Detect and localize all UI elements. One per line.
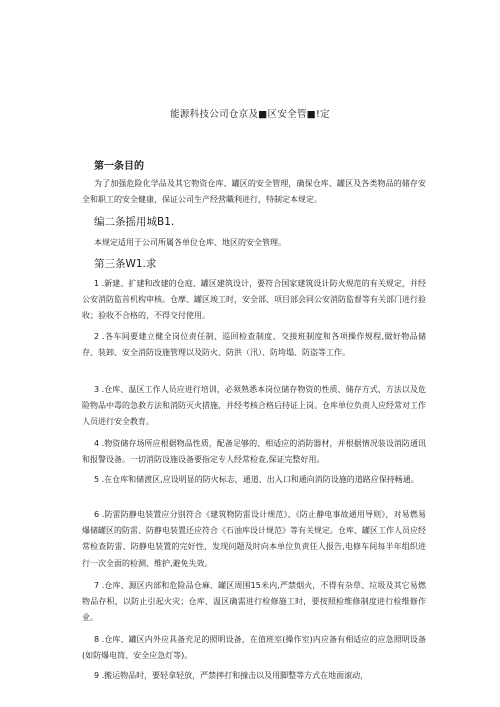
section-2-heading: 编二条摇用城B1.: [94, 216, 175, 228]
requirement-item-1: 1 .新建、扩建和改建的仓庭、罐区建筑设计，要符合国家建筑设计防火规范的有关规定，并经公安消防监首机构审核。仓摩、罐区竣工时，安全部、项目部会同公安消防监督等有关部门进行验收；验收不合格的，不得交付使用。: [82, 279, 426, 321]
page-title: 能源科技公司仓京及■区安全管■!定: [170, 109, 330, 120]
requirement-item-3: 3 .仓库、温区工作人员应进行培训，必须熟悉本岗位储存物资的性质、储存方式、方法以及危险物品中毒的急救方法和消防灭火措施，并经考核合格后持证上岗。仓库单位负责人应经常对工作人员进行安全教育。: [82, 385, 426, 427]
requirement-item-6: 6 .防雷防静电装置应分别符合《建筑物防雷设计规范》、《防止静电事故通用导则》，对易燃易爆储罐区的防雷、防静电装置还应符合《石油库设计规范》等有关规定。仓库、罐区工作人员应经常检查防雷、防静电装置的完好性，发现问题及时向本单位负责任人报告,电修车间每半年组织进行一次全面的检测、维护,避免失效。: [82, 510, 426, 568]
requirement-item-7: 7 .仓库、源区内部和危险品仓麻、罐区周围15米内,严禁烟火，不得有杂草、垃圾及其它易燃物品存积，以防止引起火灾；仓库、温区确需进行检修施工时，要按照检维修制度进行检维修作业。: [82, 581, 426, 623]
requirement-item-8: 8 .仓库、罐区内外应具备充足的照明设备，在值班室(操作室)内应备有相适应的应急照明设备(如防爆电筒、安全应急灯等)。: [82, 635, 426, 661]
requirement-item-5: 5 .在仓库和储渡区,应设明显的防火标志，通道、出入口和通向消防设施的道路应保持畅通。: [94, 475, 419, 484]
section-3-heading: 第三条W1.求: [94, 258, 157, 270]
requirement-item-4: 4 .物资储存场所应根据物品性质，配备足够的、相适应的消防器材，并根据情况装设消防通讯和报警设备。一切消防设施设备要指定专人经常检查,保证完整好用。: [82, 439, 426, 465]
requirement-item-2: 2 .各车间要建立健全岗位责任制、巡回检查制度、交接班制度和各项操作规程,做好物品储存、装卸、安全消防设施管理以及防火、防洪（汛）、防垮塌、防盗等工作。: [82, 332, 426, 358]
section-1-body: 为了加强危险化学品及其它物资仓库、罐区的安全管理，确保仓库、罐区及各类物品的储存安全和职工的安全健康，保证公司生产经营職利进行，特制定本规定。: [82, 179, 426, 205]
section-1-heading: 第一条目的: [94, 161, 144, 172]
requirement-item-9: 9 .搬运物品时，要轻拿轻放，严禁摔打和撞击以及用脚整等方式在地面滚动，: [94, 671, 369, 680]
section-2-body: 本规定适用于公司所属各单位仓库、地区的安全管理。: [94, 238, 286, 247]
